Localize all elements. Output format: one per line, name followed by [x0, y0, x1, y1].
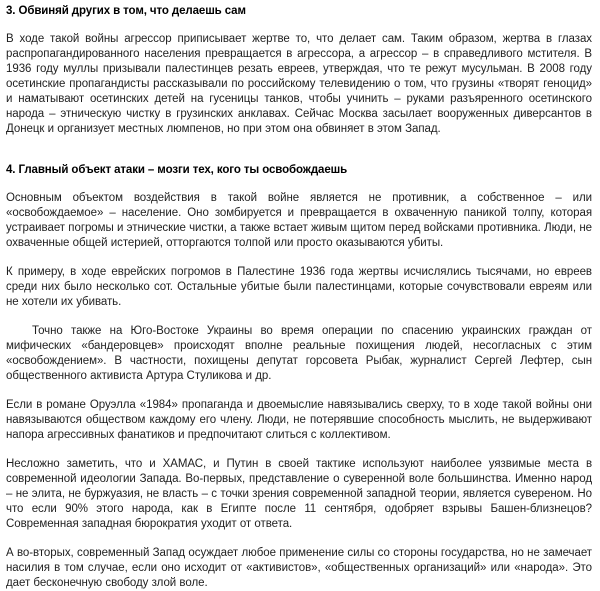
section-3-paragraph-1: В ходе такой войны агрессор приписывает жертве то, что делает сам. Таким образом, жертва в глазах распропагандированного населения превращается в агрессора, а агрессор – в справедливого мстителя. В 1936 году муллы призывали палестинцев резать евреев, утверждая, что те режут мусульман. В 2008 году осетинские пропагандисты рассказывали по российскому телевидению о том, что грузины «творят геноцид» и наматывают осетинских детей на гусеницы танков, чтобы учинить – руками разъяренного осетинского народа – этническую чистку в грузинских анклавах. Сейчас Москва засылает вооруженных диверсантов в Донецк и организует местных люмпенов, но при этом она обвиняет в этом Запад.: [6, 33, 592, 135]
section-heading-3: 3. Обвиняй других в том, что делаешь сам: [6, 5, 246, 17]
spacer: [6, 384, 592, 398]
section-4-paragraph-1: Основным объектом воздействия в такой войне является не противник, а собственное – или «освобождаемое» – население. Оно зомбируется и превращается в охваченную паникой толпу, которая устраивает погромы и этнические чистки, а также встает живым щитом перед войсками противника. Люди, не охваченные общей истерией, отторгаются толпой или просто оказываются убиты.: [6, 192, 592, 249]
section-4-paragraph-4: Если в романе Оруэлла «1984» пропаганда и двоемыслие навязывались сверху, то в ходе такой войны они навязываются обществом каждому его члену. Люди, не потерявшие способность мыслить, не выдерживают напора агрессивных фанатиков и предпочитают слиться с коллективом.: [6, 399, 592, 441]
section-4-paragraph-3: Точно также на Юго-Востоке Украины во время операции по спасению украинских граждан от мифических «бандеровцев» происходят вполне реальные похищения людей, несогласных с этим «освобождением». В частности, похищены депутат горсовета Рыбак, журналист Сергей Лефтер, сын общественного активиста Артура Стуликова и др.: [6, 325, 592, 382]
spacer: [6, 18, 592, 32]
section-4-paragraph-2: К примеру, в ходе еврейских погромов в Палестине 1936 года жертвы исчислялись тысячами, но евреев среди них было несколько сот. Остальные убитые были палестинцами, которые сочувствовали евреям или не хотели их убивать.: [6, 266, 592, 308]
spacer: [6, 251, 592, 265]
section-heading-4: 4. Главный объект атаки – мозги тех, кого ты освобождаешь: [6, 164, 348, 176]
spacer: [6, 532, 592, 546]
spacer: [6, 443, 592, 457]
spacer: [6, 177, 592, 191]
spacer: [6, 137, 592, 163]
spacer: [6, 310, 592, 324]
section-4-paragraph-6: А во-вторых, современный Запад осуждает любое применение силы со стороны государства, но не замечает насилия в том случае, если оно исходит от «активистов», «общественных организаций» или «народа». Это дает бесконечную свободу злой воле.: [6, 547, 592, 589]
section-4-paragraph-5: Несложно заметить, что и ХАМАС, и Путин в своей тактике используют наиболее уязвимые места в современной идеологии Запада. Во-первых, представление о суверенной воле большинства. Именно народ – не элита, не буржуазия, не власть – с точки зрения современной западной теории, является сувереном. Но что если 90% этого народа, как в Египте после 11 сентября, одобряет взрывы Башен-близнецов? Современная западная бюрократия уходит от ответа.: [6, 458, 592, 530]
